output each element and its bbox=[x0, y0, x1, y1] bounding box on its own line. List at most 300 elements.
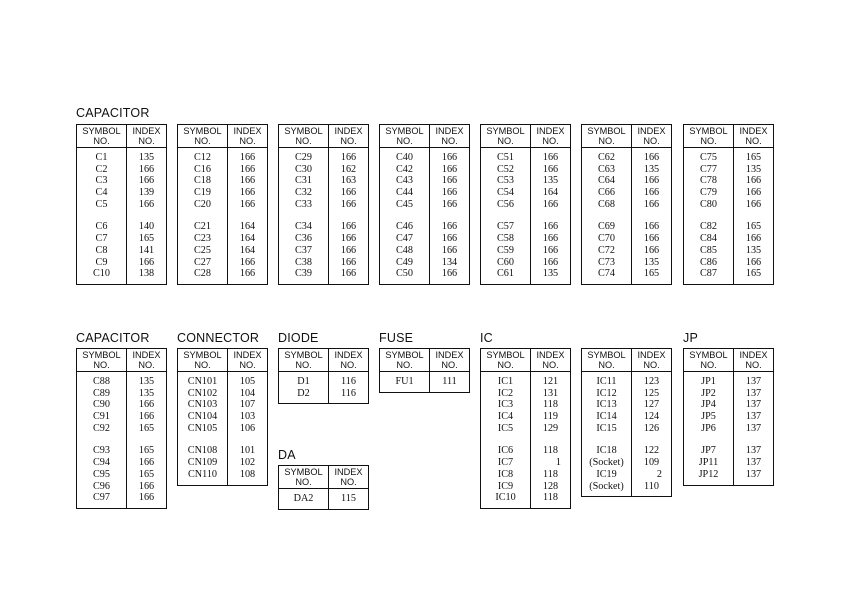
symbol-column bbox=[582, 372, 632, 496]
index-cell: 166 bbox=[239, 152, 256, 163]
symbol-cell: JP7 bbox=[701, 445, 716, 457]
symbol-cell: IC3 bbox=[497, 399, 514, 411]
table-header bbox=[77, 349, 166, 372]
index-cell: 166 bbox=[745, 198, 762, 210]
group-spacer bbox=[430, 210, 469, 221]
index-cell: 1 bbox=[555, 457, 561, 469]
header-symbol-label: SYMBOL bbox=[486, 350, 525, 360]
index-cell: 101 bbox=[239, 445, 256, 457]
index-cell: 165 bbox=[745, 221, 762, 233]
index-cell: 164 bbox=[239, 233, 256, 245]
header-index-label: INDEX bbox=[536, 126, 565, 136]
symbol-cell: C16 bbox=[194, 163, 211, 175]
header-no-label: NO. bbox=[643, 135, 660, 146]
symbol-cell: JP1 bbox=[701, 376, 716, 387]
symbol-column bbox=[178, 148, 228, 284]
index-cell: 166 bbox=[340, 187, 357, 199]
index-cell: 164 bbox=[239, 221, 256, 233]
header-index-no bbox=[430, 125, 469, 147]
symbol-cell: C87 bbox=[700, 268, 717, 280]
header-no-label: NO. bbox=[542, 135, 559, 146]
index-cell: 127 bbox=[643, 399, 660, 411]
symbol-column bbox=[77, 372, 127, 508]
parts-table bbox=[177, 348, 268, 486]
symbol-cell: C78 bbox=[700, 175, 717, 187]
index-cell: 166 bbox=[643, 244, 660, 256]
symbol-cell: C30 bbox=[295, 163, 312, 175]
index-cell: 166 bbox=[441, 187, 458, 199]
symbol-cell: C59 bbox=[497, 244, 514, 256]
header-symbol-no bbox=[77, 349, 127, 371]
symbol-cell: C31 bbox=[295, 175, 312, 187]
index-cell: 165 bbox=[138, 233, 155, 245]
symbol-column bbox=[582, 148, 632, 284]
table-body bbox=[279, 148, 368, 284]
index-cell: 141 bbox=[138, 244, 155, 256]
symbol-cell: C53 bbox=[497, 175, 514, 187]
index-column bbox=[632, 148, 671, 284]
header-index-no bbox=[734, 125, 773, 147]
index-cell: 106 bbox=[239, 422, 256, 434]
index-cell: 165 bbox=[138, 468, 155, 480]
header-index-label: INDEX bbox=[435, 350, 464, 360]
table-header bbox=[77, 125, 166, 148]
symbol-cell: C96 bbox=[93, 480, 110, 492]
index-cell: 166 bbox=[138, 399, 155, 411]
index-cell: 166 bbox=[441, 233, 458, 245]
index-cell: 118 bbox=[543, 492, 558, 504]
table-body bbox=[684, 372, 773, 485]
group-spacer bbox=[481, 434, 530, 445]
index-cell: 166 bbox=[138, 480, 155, 492]
symbol-cell: C84 bbox=[700, 233, 717, 245]
symbol-cell: C37 bbox=[295, 244, 312, 256]
section-title-da: DA bbox=[278, 448, 296, 462]
symbol-cell: C21 bbox=[194, 221, 211, 233]
symbol-cell: FU1 bbox=[395, 376, 414, 387]
symbol-cell: C51 bbox=[497, 152, 514, 163]
symbol-cell: IC4 bbox=[497, 411, 514, 423]
header-no-label: NO. bbox=[542, 359, 559, 370]
header-no-label: NO. bbox=[340, 135, 357, 146]
index-cell: 166 bbox=[340, 152, 357, 163]
header-no-label: NO. bbox=[700, 135, 717, 146]
index-column bbox=[430, 372, 469, 392]
header-symbol-label: SYMBOL bbox=[82, 350, 121, 360]
symbol-cell: JP12 bbox=[698, 468, 719, 480]
table-header bbox=[684, 125, 773, 148]
header-symbol-no bbox=[380, 125, 430, 147]
group-spacer bbox=[684, 210, 733, 221]
index-column bbox=[127, 148, 166, 284]
index-cell: 166 bbox=[745, 175, 762, 187]
symbol-cell: C10 bbox=[93, 268, 110, 280]
symbol-cell: C23 bbox=[194, 233, 211, 245]
parts-table bbox=[683, 124, 774, 285]
header-no-label: NO. bbox=[598, 359, 615, 370]
symbol-column bbox=[279, 372, 329, 403]
index-column bbox=[734, 148, 773, 284]
symbol-column bbox=[279, 148, 329, 284]
header-symbol-label: SYMBOL bbox=[183, 126, 222, 136]
parts-table bbox=[581, 348, 672, 497]
symbol-cell: C32 bbox=[295, 187, 312, 199]
group-spacer bbox=[178, 434, 227, 445]
group-spacer bbox=[684, 434, 733, 445]
symbol-cell: JP6 bbox=[701, 422, 716, 434]
header-symbol-label: SYMBOL bbox=[689, 350, 728, 360]
symbol-cell: C6 bbox=[95, 221, 108, 233]
header-index-label: INDEX bbox=[739, 350, 768, 360]
index-cell: 166 bbox=[239, 175, 256, 187]
symbol-cell: CN110 bbox=[187, 468, 218, 480]
symbol-cell: C94 bbox=[93, 457, 110, 469]
table-body bbox=[380, 372, 469, 392]
symbol-cell: C4 bbox=[95, 187, 108, 199]
symbol-cell: C63 bbox=[598, 163, 615, 175]
header-symbol-label: SYMBOL bbox=[689, 126, 728, 136]
header-index-no bbox=[228, 125, 267, 147]
symbol-column bbox=[178, 372, 228, 485]
symbol-cell: C72 bbox=[598, 244, 615, 256]
symbol-cell: JP11 bbox=[698, 457, 719, 469]
index-column bbox=[127, 372, 166, 508]
index-cell: 166 bbox=[542, 152, 559, 163]
header-index-no bbox=[531, 125, 570, 147]
index-cell: 140 bbox=[138, 221, 155, 233]
header-no-label: NO. bbox=[497, 359, 514, 370]
index-column bbox=[531, 372, 570, 508]
symbol-column bbox=[481, 148, 531, 284]
symbol-cell: C54 bbox=[497, 187, 514, 199]
symbol-cell: C82 bbox=[700, 221, 717, 233]
index-cell: 166 bbox=[745, 256, 762, 268]
index-cell: 135 bbox=[542, 268, 559, 280]
header-index-label: INDEX bbox=[435, 126, 464, 136]
symbol-cell: C42 bbox=[396, 163, 413, 175]
index-cell: 166 bbox=[643, 221, 660, 233]
symbol-cell: C61 bbox=[497, 268, 514, 280]
index-cell: 166 bbox=[542, 198, 559, 210]
symbol-column bbox=[279, 489, 329, 509]
index-cell: 164 bbox=[542, 187, 559, 199]
header-symbol-no bbox=[279, 466, 329, 488]
symbol-cell: C75 bbox=[700, 152, 717, 163]
header-index-label: INDEX bbox=[132, 350, 161, 360]
index-column bbox=[228, 372, 267, 485]
header-no-label: NO. bbox=[598, 135, 615, 146]
header-no-label: NO. bbox=[239, 135, 256, 146]
index-cell: 166 bbox=[542, 256, 559, 268]
header-index-label: INDEX bbox=[334, 350, 363, 360]
table-body bbox=[582, 372, 671, 496]
index-cell: 166 bbox=[340, 268, 357, 280]
index-cell: 166 bbox=[340, 221, 357, 233]
table-header bbox=[178, 349, 267, 372]
header-index-no bbox=[329, 349, 368, 371]
symbol-cell: IC19 bbox=[596, 468, 617, 480]
index-cell: 129 bbox=[542, 422, 559, 434]
header-no-label: NO. bbox=[138, 135, 155, 146]
symbol-cell: C12 bbox=[194, 152, 211, 163]
symbol-cell: C48 bbox=[396, 244, 413, 256]
header-no-label: NO. bbox=[93, 135, 110, 146]
index-column bbox=[329, 148, 368, 284]
symbol-cell: C69 bbox=[598, 221, 615, 233]
table-header bbox=[481, 125, 570, 148]
index-column bbox=[632, 372, 671, 496]
symbol-cell: C60 bbox=[497, 256, 514, 268]
symbol-cell: IC1 bbox=[497, 376, 514, 387]
symbol-cell: IC2 bbox=[497, 387, 514, 399]
symbol-cell: C93 bbox=[93, 445, 110, 457]
index-cell: 2 bbox=[656, 468, 662, 480]
index-column bbox=[228, 148, 267, 284]
symbol-cell: C18 bbox=[194, 175, 211, 187]
parts-table bbox=[278, 465, 369, 510]
symbol-cell: C40 bbox=[396, 152, 413, 163]
symbol-cell: C49 bbox=[396, 256, 413, 268]
symbol-column bbox=[77, 148, 127, 284]
symbol-cell: C9 bbox=[95, 256, 108, 268]
header-index-label: INDEX bbox=[637, 126, 666, 136]
header-no-label: NO. bbox=[396, 359, 413, 370]
index-cell: 166 bbox=[643, 175, 660, 187]
symbol-cell: C27 bbox=[194, 256, 211, 268]
symbol-cell: IC6 bbox=[497, 445, 514, 457]
header-index-label: INDEX bbox=[334, 467, 363, 477]
header-index-label: INDEX bbox=[233, 126, 262, 136]
parts-table bbox=[379, 348, 470, 393]
index-cell: 103 bbox=[239, 411, 256, 423]
symbol-cell: C86 bbox=[700, 256, 717, 268]
symbol-cell: C74 bbox=[598, 268, 615, 280]
symbol-cell: IC12 bbox=[596, 387, 617, 399]
index-cell: 166 bbox=[643, 233, 660, 245]
symbol-cell: IC11 bbox=[596, 376, 617, 387]
table-header bbox=[582, 349, 671, 372]
symbol-cell: D1 bbox=[297, 376, 310, 387]
index-cell: 166 bbox=[138, 457, 155, 469]
symbol-cell: C7 bbox=[95, 233, 108, 245]
index-cell: 135 bbox=[643, 256, 660, 268]
table-header bbox=[279, 125, 368, 148]
index-cell: 137 bbox=[745, 411, 762, 423]
header-no-label: NO. bbox=[497, 135, 514, 146]
group-spacer bbox=[228, 210, 267, 221]
group-spacer bbox=[178, 210, 227, 221]
index-cell: 124 bbox=[643, 411, 660, 423]
index-cell: 102 bbox=[239, 457, 256, 469]
group-spacer bbox=[531, 210, 570, 221]
index-cell: 123 bbox=[643, 376, 660, 387]
index-cell: 137 bbox=[745, 468, 762, 480]
symbol-column bbox=[380, 372, 430, 392]
symbol-cell: JP5 bbox=[701, 411, 716, 423]
header-symbol-label: SYMBOL bbox=[587, 126, 626, 136]
header-symbol-no bbox=[582, 125, 632, 147]
header-no-label: NO. bbox=[745, 135, 762, 146]
symbol-cell: C85 bbox=[700, 244, 717, 256]
symbol-cell: C52 bbox=[497, 163, 514, 175]
section-title-jp: JP bbox=[683, 331, 698, 345]
table-header bbox=[380, 349, 469, 372]
symbol-cell: IC8 bbox=[497, 468, 514, 480]
index-cell: 166 bbox=[138, 411, 155, 423]
symbol-cell: C56 bbox=[497, 198, 514, 210]
symbol-cell: CN108 bbox=[187, 445, 218, 457]
index-cell: 135 bbox=[745, 244, 762, 256]
table-header bbox=[481, 349, 570, 372]
index-cell: 166 bbox=[441, 152, 458, 163]
index-cell: 118 bbox=[543, 468, 558, 480]
symbol-cell: C1 bbox=[95, 152, 108, 163]
header-symbol-label: SYMBOL bbox=[385, 126, 424, 136]
index-cell: 166 bbox=[643, 152, 660, 163]
index-cell: 166 bbox=[239, 163, 256, 175]
group-spacer bbox=[582, 210, 631, 221]
index-column bbox=[430, 148, 469, 284]
symbol-cell: C38 bbox=[295, 256, 312, 268]
group-spacer bbox=[329, 210, 368, 221]
group-spacer bbox=[228, 434, 267, 445]
symbol-cell: (Socket) bbox=[589, 480, 624, 492]
header-no-label: NO. bbox=[441, 135, 458, 146]
header-no-label: NO. bbox=[93, 359, 110, 370]
group-spacer bbox=[481, 210, 530, 221]
symbol-cell: (Socket) bbox=[589, 457, 624, 469]
symbol-cell: IC10 bbox=[495, 492, 516, 504]
header-no-label: NO. bbox=[340, 359, 357, 370]
header-index-no bbox=[228, 349, 267, 371]
group-spacer bbox=[582, 434, 631, 445]
header-symbol-no bbox=[178, 349, 228, 371]
index-column bbox=[329, 372, 368, 403]
header-symbol-no bbox=[684, 349, 734, 371]
symbol-cell: DA2 bbox=[293, 493, 314, 504]
symbol-cell: C70 bbox=[598, 233, 615, 245]
group-spacer bbox=[77, 434, 126, 445]
index-cell: 134 bbox=[441, 256, 458, 268]
index-cell: 135 bbox=[138, 152, 155, 163]
symbol-cell: C3 bbox=[95, 175, 108, 187]
parts-table bbox=[480, 124, 571, 285]
index-cell: 138 bbox=[138, 268, 155, 280]
header-symbol-label: SYMBOL bbox=[385, 350, 424, 360]
section-title-diode: DIODE bbox=[278, 331, 319, 345]
index-cell: 166 bbox=[138, 198, 155, 210]
index-cell: 105 bbox=[239, 376, 256, 387]
symbol-cell: C64 bbox=[598, 175, 615, 187]
index-cell: 166 bbox=[745, 233, 762, 245]
parts-table bbox=[480, 348, 571, 509]
header-no-label: NO. bbox=[700, 359, 717, 370]
symbol-cell: CN105 bbox=[187, 422, 218, 434]
header-no-label: NO. bbox=[643, 359, 660, 370]
symbol-cell: CN101 bbox=[187, 376, 218, 387]
index-cell: 165 bbox=[643, 268, 660, 280]
header-symbol-no bbox=[380, 349, 430, 371]
symbol-cell: C58 bbox=[497, 233, 514, 245]
header-symbol-no bbox=[279, 125, 329, 147]
index-cell: 126 bbox=[643, 422, 660, 434]
index-cell: 166 bbox=[340, 233, 357, 245]
section-title-capacitor: CAPACITOR bbox=[76, 331, 150, 345]
symbol-cell: CN109 bbox=[187, 457, 218, 469]
table-header bbox=[279, 466, 368, 489]
index-cell: 166 bbox=[340, 244, 357, 256]
header-symbol-label: SYMBOL bbox=[82, 126, 121, 136]
symbol-cell: C46 bbox=[396, 221, 413, 233]
symbol-cell: IC7 bbox=[497, 457, 514, 469]
symbol-cell: C92 bbox=[93, 422, 110, 434]
header-symbol-label: SYMBOL bbox=[284, 350, 323, 360]
index-cell: 166 bbox=[542, 163, 559, 175]
parts-table bbox=[76, 348, 167, 509]
symbol-cell: C77 bbox=[700, 163, 717, 175]
table-body bbox=[279, 489, 368, 509]
index-cell: 135 bbox=[745, 163, 762, 175]
group-spacer bbox=[632, 434, 671, 445]
header-symbol-no bbox=[582, 349, 632, 371]
index-cell: 135 bbox=[138, 376, 155, 387]
table-body bbox=[684, 148, 773, 284]
header-symbol-label: SYMBOL bbox=[284, 126, 323, 136]
index-column bbox=[531, 148, 570, 284]
header-index-no bbox=[531, 349, 570, 371]
symbol-cell: IC13 bbox=[596, 399, 617, 411]
symbol-cell: C44 bbox=[396, 187, 413, 199]
symbol-cell: IC9 bbox=[497, 480, 514, 492]
group-spacer bbox=[734, 434, 773, 445]
group-spacer bbox=[127, 210, 166, 221]
table-body bbox=[77, 372, 166, 508]
index-cell: 166 bbox=[441, 198, 458, 210]
header-symbol-no bbox=[481, 125, 531, 147]
index-cell: 164 bbox=[239, 244, 256, 256]
index-cell: 111 bbox=[442, 376, 457, 387]
index-cell: 166 bbox=[542, 233, 559, 245]
symbol-cell: C88 bbox=[93, 376, 110, 387]
parts-table bbox=[379, 124, 470, 285]
symbol-cell: CN103 bbox=[187, 399, 218, 411]
symbol-cell: C80 bbox=[700, 198, 717, 210]
header-index-no bbox=[632, 349, 671, 371]
index-cell: 166 bbox=[441, 163, 458, 175]
group-spacer bbox=[127, 434, 166, 445]
index-cell: 116 bbox=[341, 387, 356, 399]
index-cell: 166 bbox=[441, 221, 458, 233]
parts-table bbox=[278, 348, 369, 404]
section-title-fuse: FUSE bbox=[379, 331, 414, 345]
group-spacer bbox=[380, 210, 429, 221]
index-cell: 108 bbox=[239, 468, 256, 480]
index-cell: 166 bbox=[340, 256, 357, 268]
header-no-label: NO. bbox=[194, 359, 211, 370]
header-symbol-label: SYMBOL bbox=[284, 467, 323, 477]
section-title-ic: IC bbox=[480, 331, 493, 345]
symbol-cell: C19 bbox=[194, 187, 211, 199]
header-index-no bbox=[127, 125, 166, 147]
index-cell: 135 bbox=[138, 387, 155, 399]
symbol-cell: C2 bbox=[95, 163, 108, 175]
header-no-label: NO. bbox=[340, 476, 357, 487]
header-index-no bbox=[430, 349, 469, 371]
index-cell: 137 bbox=[745, 376, 762, 387]
symbol-cell: C5 bbox=[95, 198, 108, 210]
index-cell: 166 bbox=[138, 175, 155, 187]
index-cell: 118 bbox=[543, 399, 558, 411]
